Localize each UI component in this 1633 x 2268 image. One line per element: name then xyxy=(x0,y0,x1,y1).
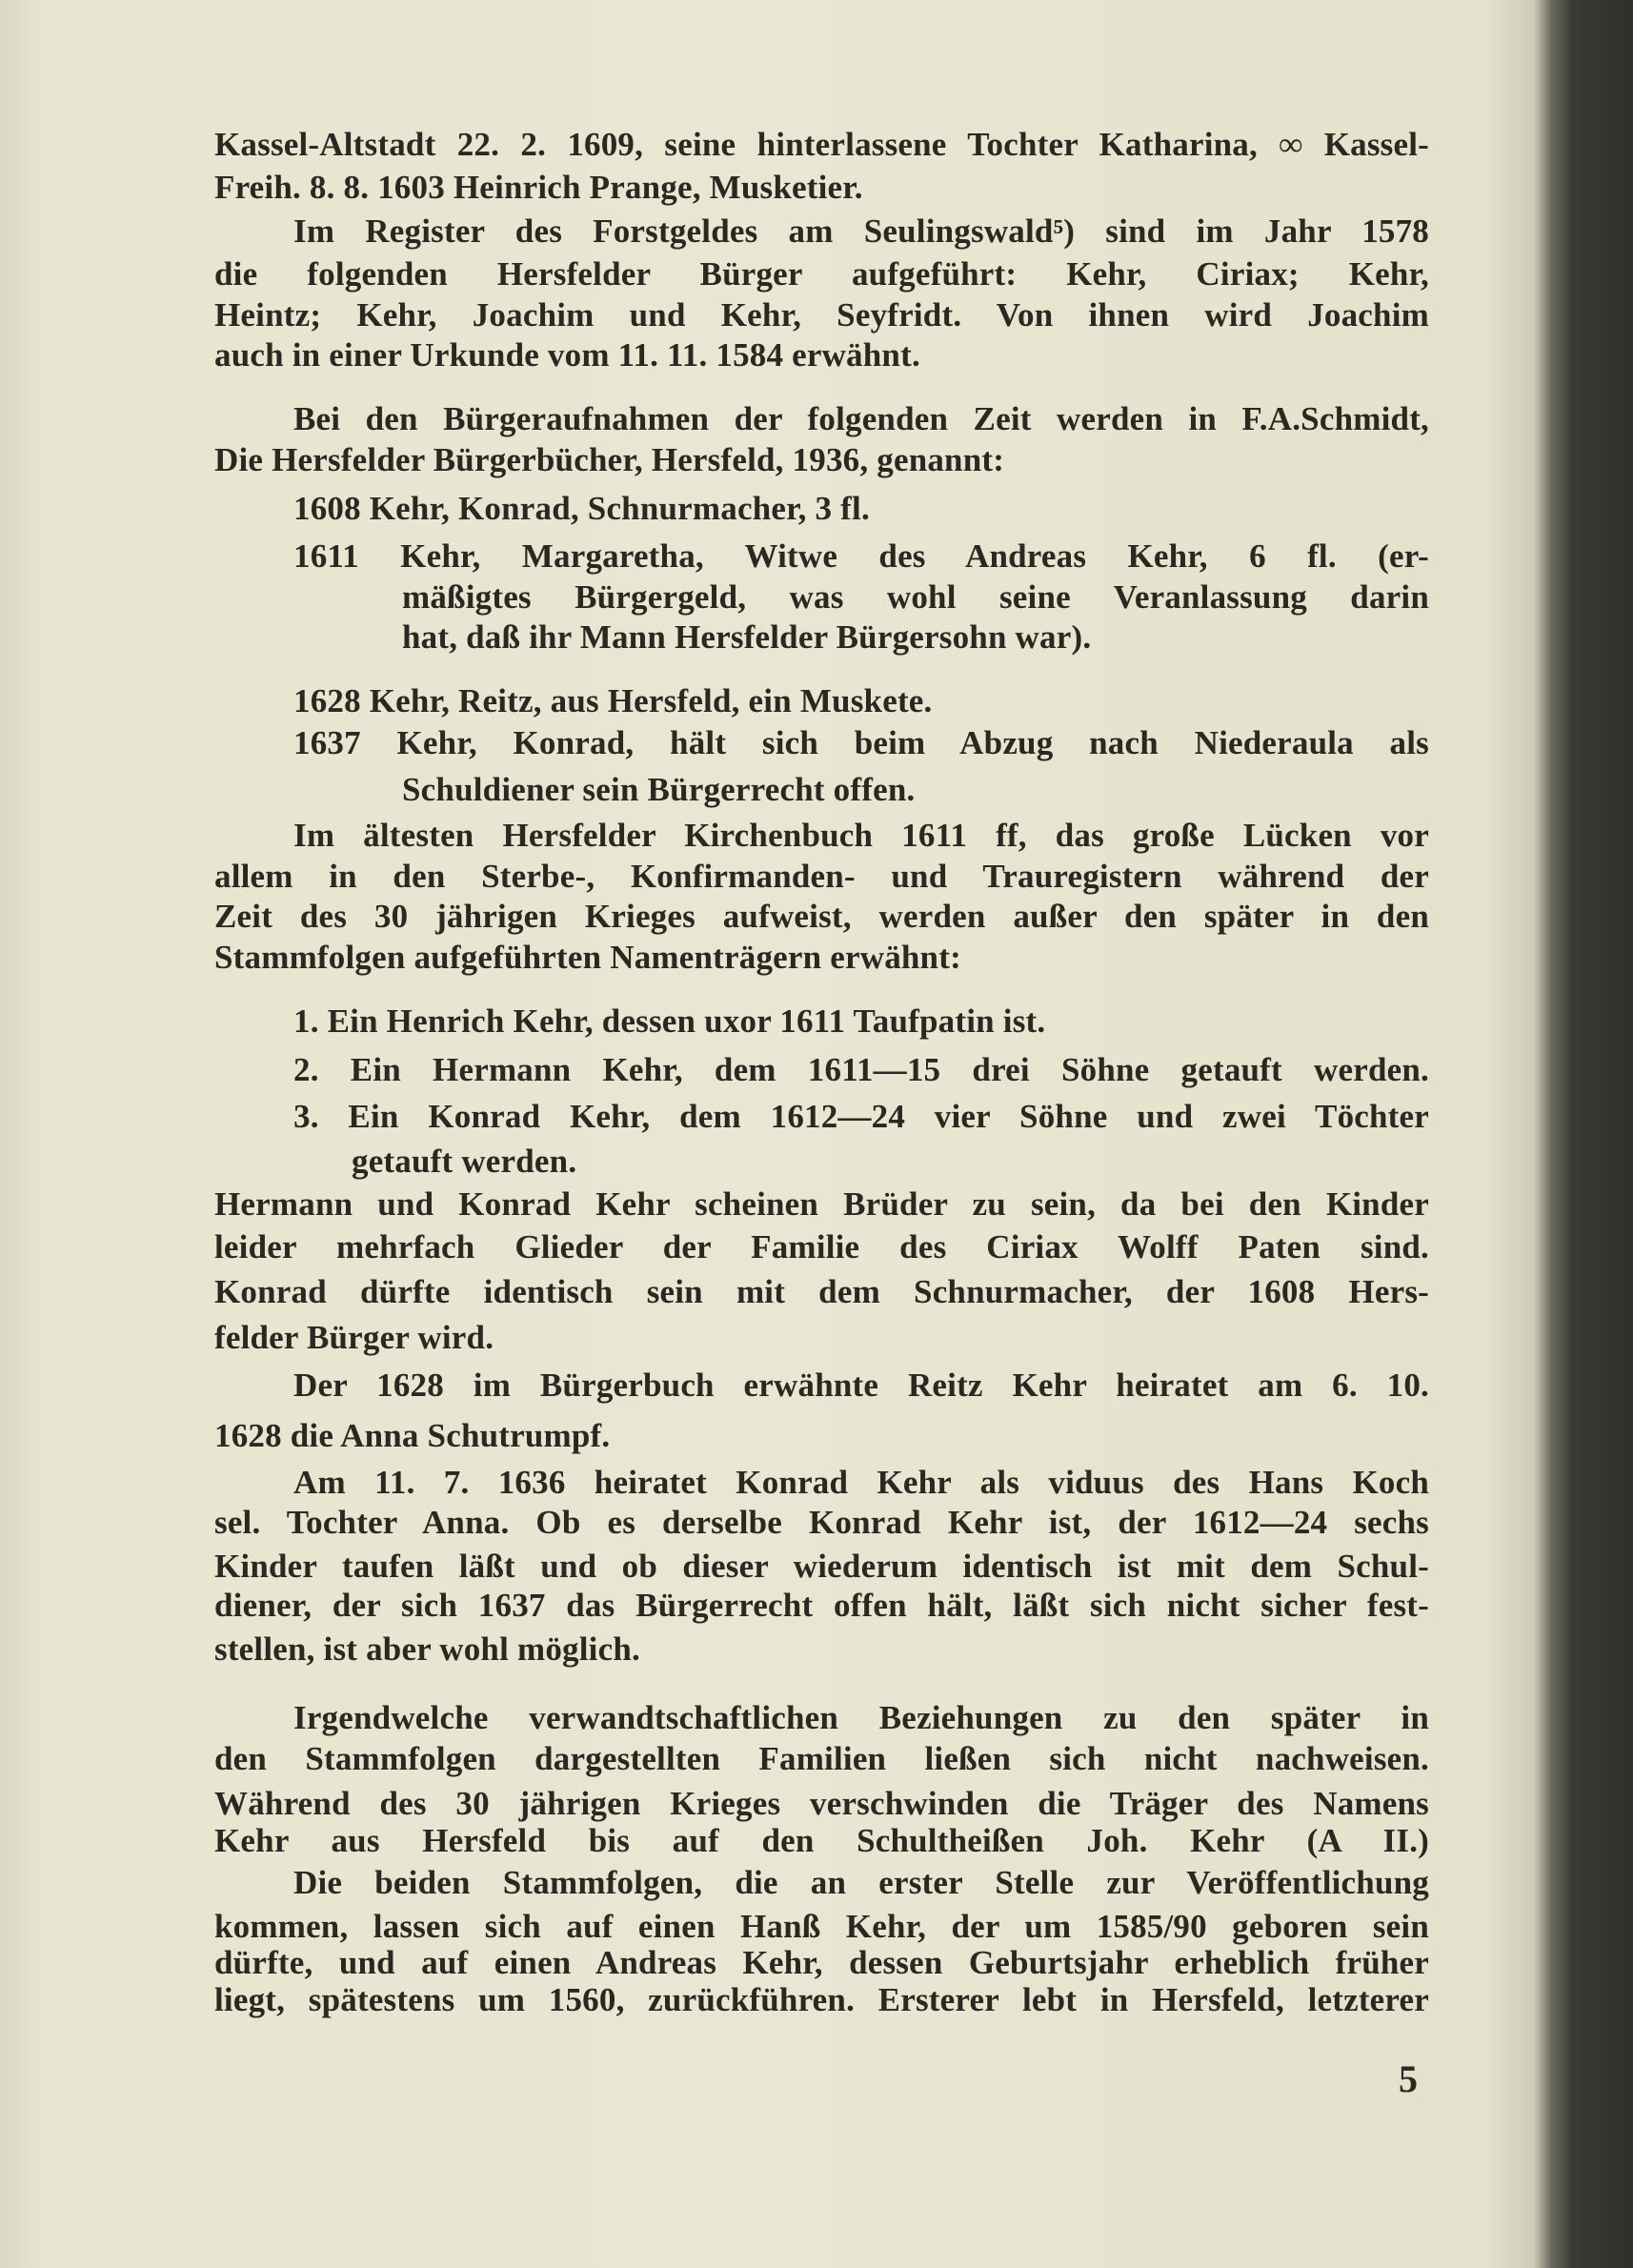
text-line: Heintz; Kehr, Joachim und Kehr, Seyfridt. Von ihnen wird Joachim xyxy=(214,296,1429,334)
text-line: sel. Tochter Anna. Ob es derselbe Konrad Kehr ist, der 1612—24 sechs xyxy=(214,1504,1429,1541)
text-line: 1611 Kehr, Margaretha, Witwe des Andreas Kehr, 6 fl. (er- xyxy=(293,537,1429,575)
text-line: Am 11. 7. 1636 heiratet Konrad Kehr als viduus des Hans Koch xyxy=(293,1464,1429,1501)
text-line: Bei den Bürgeraufnahmen der folgenden Zeit werden in F.A.Schmidt, xyxy=(293,400,1429,437)
text-line: getauft werden. xyxy=(352,1143,577,1180)
text-line: kommen, lassen sich auf einen Hanß Kehr, der um 1585/90 geboren sein xyxy=(214,1908,1429,1945)
text-line: Zeit des 30 jährigen Krieges aufweist, werden außer den später in den xyxy=(214,898,1429,935)
text-line: leider mehrfach Glieder der Familie des Ciriax Wolff Paten sind. xyxy=(214,1228,1429,1266)
text-line: liegt, spätestens um 1560, zurückführen. Ersterer lebt in Hersfeld, letzterer xyxy=(214,1981,1429,2018)
text-line: Stammfolgen aufgeführten Namenträgern erwähnt: xyxy=(214,939,961,976)
page-number: 5 xyxy=(1399,2057,1418,2100)
text-line: hat, daß ihr Mann Hersfelder Bürgersohn war). xyxy=(402,618,1092,656)
text-line: Während des 30 jährigen Krieges verschwinden die Träger des Namens xyxy=(214,1785,1429,1822)
text-line: felder Bürger wird. xyxy=(214,1319,494,1356)
text-line: Im ältesten Hersfelder Kirchenbuch 1611 ff, das große Lücken vor xyxy=(293,817,1429,854)
text-line: diener, der sich 1637 das Bürgerrecht offen hält, läßt sich nicht sicher fest- xyxy=(214,1587,1429,1624)
text-line: allem in den Sterbe-, Konfirmanden- und Trauregistern während der xyxy=(214,858,1429,895)
text-line: Kassel-Altstadt 22. 2. 1609, seine hinterlassene Tochter Katharina, ∞ Kassel- xyxy=(214,126,1429,163)
text-line: 1608 Kehr, Konrad, Schnurmacher, 3 fl. xyxy=(293,490,870,527)
text-line: Hermann und Konrad Kehr scheinen Brüder zu sein, da bei den Kinder xyxy=(214,1185,1429,1223)
text-line: Freih. 8. 8. 1603 Heinrich Prange, Musketier. xyxy=(214,169,863,206)
text-line: Die beiden Stammfolgen, die an erster Stelle zur Veröffentlichung xyxy=(293,1864,1429,1901)
text-line: 1628 die Anna Schutrumpf. xyxy=(214,1417,611,1454)
text-line: Schuldiener sein Bürgerrecht offen. xyxy=(402,771,916,808)
text-line: Der 1628 im Bürgerbuch erwähnte Reitz Kehr heiratet am 6. 10. xyxy=(293,1367,1429,1404)
text-line: den Stammfolgen dargestellten Familien ließen sich nicht nachweisen. xyxy=(214,1740,1429,1777)
text-line: Konrad dürfte identisch sein mit dem Schnurmacher, der 1608 Hers- xyxy=(214,1273,1429,1310)
text-line: Irgendwelche verwandtschaftlichen Beziehungen zu den später in xyxy=(293,1699,1429,1736)
text-line: 1628 Kehr, Reitz, aus Hersfeld, ein Muskete. xyxy=(293,682,933,719)
text-line: die folgenden Hersfelder Bürger aufgeführt: Kehr, Ciriax; Kehr, xyxy=(214,255,1429,293)
text-line: Kehr aus Hersfeld bis auf den Schultheißen Joh. Kehr (A II.) xyxy=(214,1822,1429,1859)
text-line: mäßigtes Bürgergeld, was wohl seine Veranlassung darin xyxy=(402,578,1429,616)
text-line: Im Register des Forstgeldes am Seulingswald⁵) sind im Jahr 1578 xyxy=(293,213,1429,250)
text-line: 1637 Kehr, Konrad, hält sich beim Abzug nach Niederaula als xyxy=(293,724,1429,761)
text-line: stellen, ist aber wohl möglich. xyxy=(214,1630,640,1668)
text-line: 2. Ein Hermann Kehr, dem 1611—15 drei Söhne getauft werden. xyxy=(293,1051,1429,1088)
text-line: auch in einer Urkunde vom 11. 11. 1584 erwähnt. xyxy=(214,336,920,374)
text-line: dürfte, und auf einen Andreas Kehr, dessen Geburtsjahr erheblich früher xyxy=(214,1944,1429,1981)
text-line: 1. Ein Henrich Kehr, dessen uxor 1611 Taufpatin ist. xyxy=(293,1002,1046,1040)
text-line: Kinder taufen läßt und ob dieser wiederum identisch ist mit dem Schul- xyxy=(214,1548,1429,1585)
text-line: 3. Ein Konrad Kehr, dem 1612—24 vier Söhne und zwei Töchter xyxy=(293,1098,1429,1135)
text-line: Die Hersfelder Bürgerbücher, Hersfeld, 1936, genannt: xyxy=(214,441,1005,478)
